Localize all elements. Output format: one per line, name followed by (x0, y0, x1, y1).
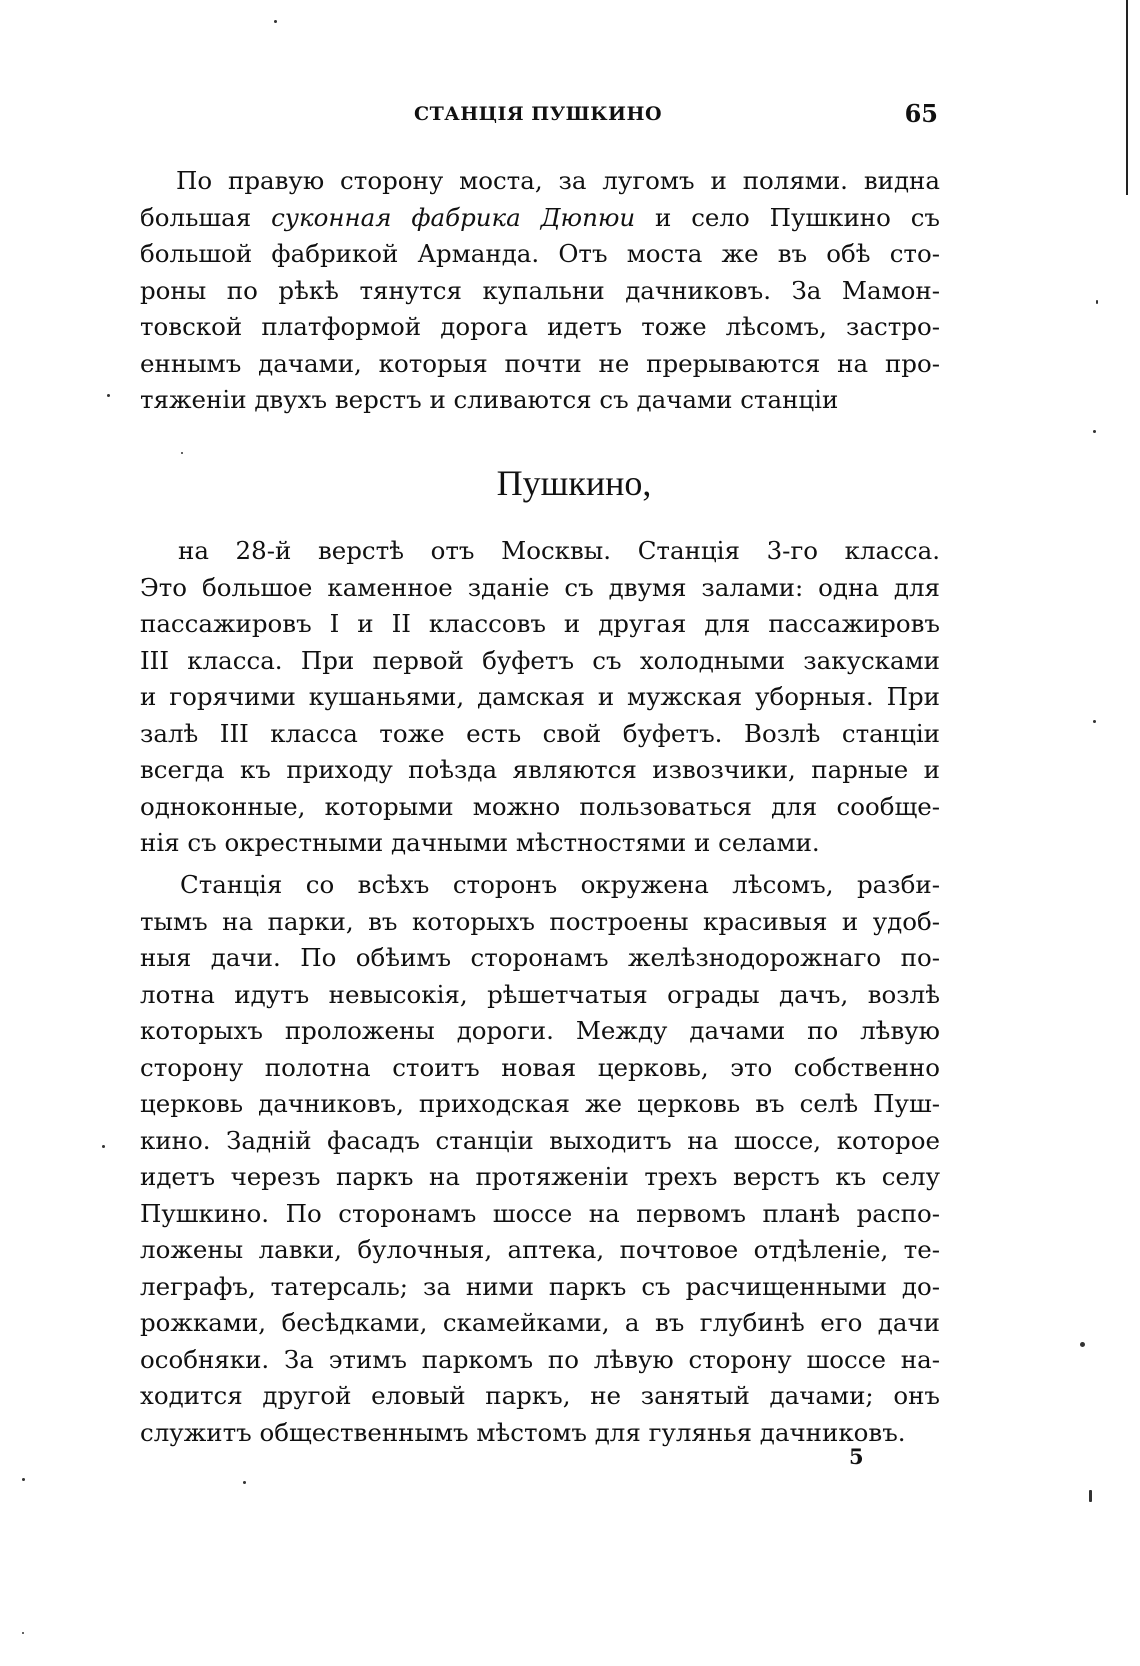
text-line: особняки. За этимъ паркомъ по лѣвую сторону шоссе на- (140, 1344, 940, 1374)
text-line: III класса. При первой буфетъ съ холодными закусками (140, 645, 940, 675)
scan-speck (107, 394, 110, 397)
text-line: товской платформой дорога идетъ тоже лѣсомъ, застро- (140, 312, 940, 341)
running-title: СТАНЦІЯ ПУШКИНО (414, 103, 662, 125)
text-line: пассажировъ I и II классовъ и другая для пассажировъ (140, 609, 940, 638)
text-line: тымъ на парки, въ которыхъ построены красивыя и удоб- (140, 906, 940, 936)
paragraph-2 (140, 533, 940, 862)
text-line: идетъ черезъ паркъ на протяженіи трехъ верстъ къ селу (140, 1162, 940, 1191)
text-line: По правую сторону моста, за лугомъ и полями. видна (176, 166, 940, 195)
text-line: тяженіи двухъ верстъ и сливаются съ дачами станціи (140, 385, 839, 414)
running-head (138, 99, 938, 133)
scan-speck (1093, 720, 1096, 723)
text-line: залѣ III класса тоже есть свой буфетъ. Возлѣ станціи (140, 718, 940, 748)
signature-mark: 5 (849, 1444, 864, 1469)
section-heading: Пушкино, (496, 463, 652, 503)
text-line: сторону полотна стоитъ новая церковь, это собственно (140, 1052, 940, 1082)
text-line: ходится другой еловый паркъ, не занятый дачами; онъ (140, 1381, 940, 1410)
text-line: еннымъ дачами, которыя почти не прерываются на про- (140, 348, 940, 378)
scan-speck (1080, 1342, 1085, 1347)
text-line: на 28-й верстѣ отъ Москвы. Станція 3-го класса. (178, 536, 940, 565)
scan-speck (1093, 430, 1096, 433)
italic-phrase: суконная фабрика Дюпюи (271, 202, 636, 232)
text-line: нія съ окрестными дачными мѣстностями и селами. (140, 828, 820, 857)
scan-speck (102, 1145, 105, 1148)
scan-speck (1096, 300, 1098, 304)
text-line: и горячими кушаньями, дамская и мужская уборныя. При (140, 682, 940, 711)
text-line (140, 200, 940, 237)
text-line: ложены лавки, булочныя, аптека, почтовое отдѣленіе, те- (140, 1235, 940, 1264)
text-line: ныя дачи. По обѣимъ сторонамъ желѣзнодорожнаго по- (140, 943, 940, 972)
text-line: лотна идутъ невысокія, рѣшетчатыя ограды дачъ, возлѣ (140, 979, 940, 1009)
text-line: роны по рѣкѣ тянутся купальни дачниковъ. За Мамон- (140, 275, 940, 305)
paragraph-3 (140, 867, 940, 1451)
text-line: леграфъ, татерсаль; за ними паркъ съ расчищенными до- (140, 1271, 940, 1301)
scan-speck (22, 1632, 24, 1634)
text-line: Это большое каменное зданіе съ двумя залами: одна для (140, 572, 940, 602)
text-line: служитъ общественнымъ мѣстомъ для гулянья дачниковъ. (140, 1417, 906, 1447)
text-line: которыхъ проложены дороги. Между дачами по лѣвую (140, 1016, 940, 1045)
scan-speck (243, 1481, 246, 1484)
text-line: одноконные, которыми можно пользоваться для сообще- (140, 791, 940, 821)
text-line: большой фабрикой Арманда. Отъ моста же въ обѣ сто- (140, 239, 940, 268)
text-line: церковь дачниковъ, приходская же церковь въ селѣ Пуш- (140, 1089, 940, 1118)
text-line: всегда къ приходу поѣзда являются извозчики, парные и (140, 755, 940, 784)
text-line: кино. Задній фасадъ станціи выходитъ на шоссе, которое (140, 1125, 940, 1155)
text-line: Станція со всѣхъ сторонъ окружена лѣсомъ, разби- (180, 870, 940, 899)
paragraph-1 (140, 163, 940, 419)
scan-speck (22, 1478, 25, 1481)
text-line: Пушкино. По сторонамъ шоссе на первомъ планѣ распо- (140, 1198, 940, 1228)
scan-speck (1089, 1490, 1092, 1502)
text-fragment: большая (140, 202, 272, 232)
scan-speck (274, 20, 277, 23)
text-fragment: и село Пушкино съ (635, 202, 941, 232)
text-line: рожками, бесѣдками, скамейками, а въ глубинѣ его дачи (140, 1308, 940, 1337)
scan-speck (181, 452, 183, 454)
page-edge-rule (1126, 0, 1128, 195)
page-number: 65 (904, 99, 938, 128)
